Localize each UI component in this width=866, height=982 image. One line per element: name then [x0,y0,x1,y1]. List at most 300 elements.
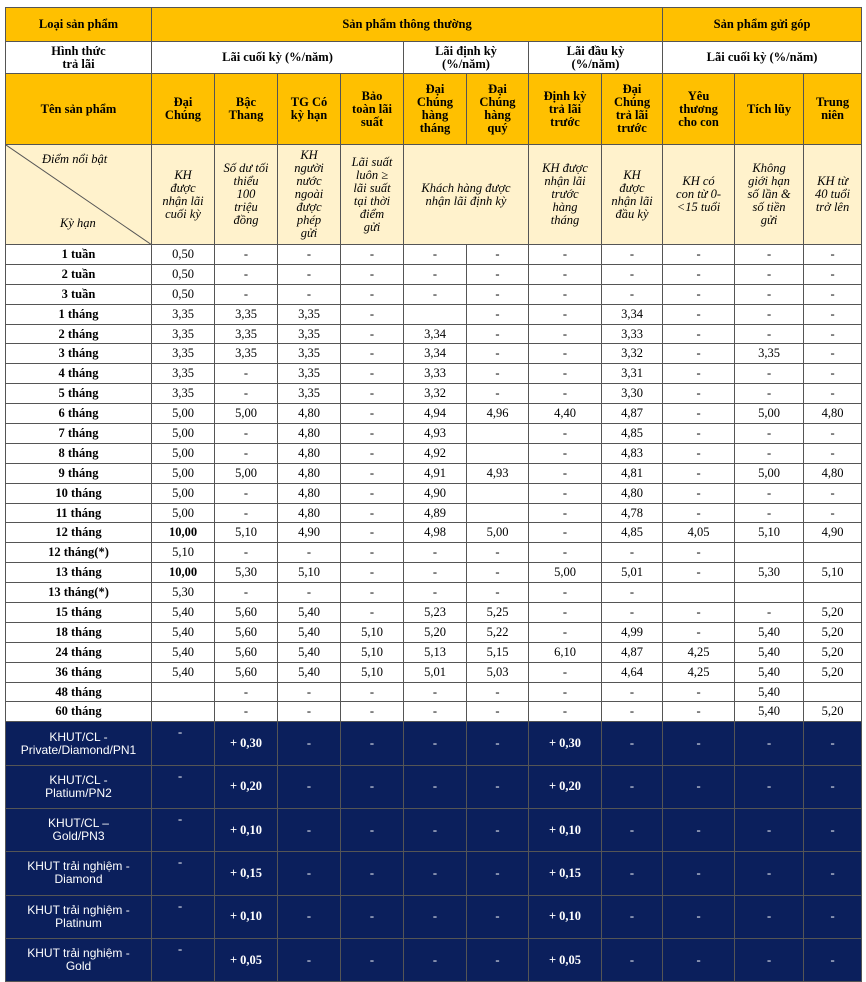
product-highlight: KH từ 40 tuổi trở lên [804,145,862,245]
tier-bonus-cell: + 0,10 [529,895,602,938]
rate-cell: 5,00 [215,463,278,483]
tier-bonus-cell: + 0,15 [215,852,278,895]
rate-cell: - [404,264,467,284]
rate-cell: 3,35 [215,324,278,344]
rate-cell: - [467,583,529,603]
rate-cell: 5,00 [215,404,278,424]
rate-cell: - [663,384,735,404]
rate-cell: 4,90 [404,483,467,503]
rate-cell [467,424,529,444]
tier-name: KHUT trải nghiệm - Gold [6,938,152,981]
rate-cell: 5,60 [215,662,278,682]
rate-cell: - [215,702,278,722]
term-cell: 18 tháng [6,622,152,642]
rate-cell: 5,20 [804,702,862,722]
product-type-label: Loại sản phẩm [6,8,152,42]
rate-cell: - [663,622,735,642]
rate-cell: 5,40 [152,642,215,662]
rate-cell: - [804,284,862,304]
rate-cell: 5,40 [735,642,804,662]
product-highlight: Khách hàng được nhận lãi định kỳ [404,145,529,245]
rate-cell: - [467,682,529,702]
rate-cell: - [529,344,602,364]
tier-bonus-cell: - [152,895,215,938]
rate-cell: - [278,583,341,603]
rate-cell: 3,35 [152,364,215,384]
rate-cell: 3,35 [278,344,341,364]
rate-cell [467,443,529,463]
tier-bonus-cell: - [278,765,341,808]
tier-bonus-cell: - [152,722,215,765]
rate-cell: - [341,682,404,702]
rate-cell: - [529,603,602,623]
term-cell: 13 tháng [6,563,152,583]
rate-cell: - [404,702,467,722]
rate-cell: 4,81 [602,463,663,483]
rate-cell: 4,80 [278,404,341,424]
product-highlight: KH được nhận lãi đầu kỳ [602,145,663,245]
tier-bonus-cell: - [404,938,467,981]
rate-cell: - [804,344,862,364]
term-cell: 9 tháng [6,463,152,483]
rate-cell: - [529,304,602,324]
rate-cell: 5,10 [215,523,278,543]
rate-cell: 3,35 [278,324,341,344]
term-cell: 5 tháng [6,384,152,404]
rate-cell: 4,80 [602,483,663,503]
interest-rate-table [5,7,862,982]
rate-cell: - [341,245,404,265]
table-row [6,404,862,424]
rate-cell: 3,32 [404,384,467,404]
rate-cell [152,682,215,702]
rate-cell: - [341,344,404,364]
product-highlight: KH được nhận lãi trước hàng tháng [529,145,602,245]
rate-cell: - [341,463,404,483]
rate-cell: 5,10 [735,523,804,543]
rate-cell: - [602,245,663,265]
rate-cell: 5,22 [467,622,529,642]
tier-row [6,895,862,938]
rate-cell: - [663,404,735,424]
tier-bonus-cell: - [152,938,215,981]
rate-cell: 3,35 [735,344,804,364]
rate-cell [735,583,804,603]
rate-cell: - [663,543,735,563]
rate-cell: 0,50 [152,264,215,284]
rate-cell: 3,35 [152,384,215,404]
rate-cell: - [804,245,862,265]
rate-cell: - [215,245,278,265]
highlight-label: Điểm nổi bật [42,152,108,166]
rate-cell: 3,34 [602,304,663,324]
rate-cell: 5,30 [215,563,278,583]
rate-cell: 4,93 [467,463,529,483]
table-row [6,443,862,463]
rate-cell: 3,32 [602,344,663,364]
tier-bonus-cell: - [278,808,341,851]
tier-bonus-cell: + 0,20 [529,765,602,808]
rate-cell: 3,35 [152,304,215,324]
product-highlight: KH có con từ 0- <15 tuổi [663,145,735,245]
product-name-label: Tên sản phẩm [6,74,152,145]
term-cell: 2 tuần [6,264,152,284]
rate-cell: - [602,603,663,623]
rate-cell: 5,23 [404,603,467,623]
table-row [6,583,862,603]
tier-bonus-cell: - [278,722,341,765]
rate-cell: 5,40 [278,603,341,623]
tier-row [6,938,862,981]
rate-cell: - [341,503,404,523]
rate-cell: 4,89 [404,503,467,523]
rate-cell: 4,92 [404,443,467,463]
tier-bonus-cell: - [663,895,735,938]
rate-cell: - [735,443,804,463]
table-row [6,324,862,344]
product-header: Bảo toàn lãi suất [341,74,404,145]
rate-cell: - [663,344,735,364]
rate-cell: 4,85 [602,523,663,543]
rate-cell: - [341,384,404,404]
product-header: Đại Chúng trả lãi trước [602,74,663,145]
term-cell: 1 tuần [6,245,152,265]
rate-cell: 4,80 [278,463,341,483]
term-cell: 10 tháng [6,483,152,503]
rate-cell: - [529,702,602,722]
rate-cell: 3,35 [278,384,341,404]
tier-bonus-cell: - [735,895,804,938]
pay-upfront-header: Lãi đầu kỳ (%/năm) [529,42,663,74]
table-row [6,503,862,523]
pay-end-header: Lãi cuối kỳ (%/năm) [152,42,404,74]
tier-bonus-cell: - [602,852,663,895]
rate-cell: - [735,364,804,384]
tier-bonus-cell: + 0,05 [529,938,602,981]
rate-cell: 5,01 [602,563,663,583]
rate-cell: 0,50 [152,245,215,265]
rate-cell: - [404,245,467,265]
term-cell: 36 tháng [6,662,152,682]
rate-cell: - [278,682,341,702]
tier-bonus-cell: - [663,722,735,765]
rate-cell [467,503,529,523]
rate-cell: - [529,264,602,284]
rate-cell: 5,40 [735,682,804,702]
rate-cell: - [341,543,404,563]
rate-cell: 5,20 [404,622,467,642]
tier-bonus-cell: - [152,765,215,808]
rate-cell: - [804,384,862,404]
product-header: TG Có kỳ hạn [278,74,341,145]
term-cell: 13 tháng(*) [6,583,152,603]
rate-cell: 0,50 [152,284,215,304]
rate-cell: - [404,543,467,563]
rate-cell: - [602,543,663,563]
product-highlight: KH được nhận lãi cuối kỳ [152,145,215,245]
rate-cell: - [735,245,804,265]
rate-cell: - [467,702,529,722]
table-row [6,264,862,284]
tier-bonus-cell: - [804,722,862,765]
table-row [6,603,862,623]
rate-cell: - [529,543,602,563]
tier-bonus-cell: - [663,765,735,808]
rate-cell: - [804,264,862,284]
payment-form-label: Hình thức trả lãi [6,42,152,74]
tier-bonus-cell: - [467,722,529,765]
rate-cell: - [467,324,529,344]
tier-bonus-cell: - [278,852,341,895]
rate-cell: - [804,324,862,344]
rate-cell: 3,35 [278,304,341,324]
rate-cell: 5,03 [467,662,529,682]
term-cell: 2 tháng [6,324,152,344]
rate-cell: 4,78 [602,503,663,523]
rate-cell: - [341,483,404,503]
term-cell: 24 tháng [6,642,152,662]
tier-bonus-cell: - [341,895,404,938]
rate-cell: - [529,503,602,523]
tier-row [6,722,862,765]
rate-cell: 5,60 [215,642,278,662]
term-cell: 11 tháng [6,503,152,523]
rate-cell: - [215,443,278,463]
rate-cell: 3,30 [602,384,663,404]
term-cell: 15 tháng [6,603,152,623]
rate-cell: - [341,404,404,424]
rate-cell: - [663,483,735,503]
rate-cell: - [341,523,404,543]
rate-cell: 5,00 [152,483,215,503]
tier-bonus-cell: - [404,895,467,938]
rate-cell: 5,10 [341,622,404,642]
rate-cell: - [467,304,529,324]
rate-cell: - [341,264,404,284]
tier-bonus-cell: - [804,938,862,981]
rate-cell: - [215,264,278,284]
rate-cell: 4,96 [467,404,529,424]
tier-bonus-cell: - [152,808,215,851]
rate-cell: 4,64 [602,662,663,682]
rate-cell: - [804,443,862,463]
tier-bonus-cell: - [735,808,804,851]
rate-cell: 5,30 [152,583,215,603]
rate-cell: - [735,503,804,523]
table-row [6,364,862,384]
rate-cell: 5,60 [215,622,278,642]
product-header: Đại Chúng hàng quý [467,74,529,145]
rate-cell: - [663,424,735,444]
rate-cell: - [215,503,278,523]
rate-cell: - [663,264,735,284]
rate-cell: - [529,443,602,463]
rate-cell: 4,85 [602,424,663,444]
rate-cell: - [404,563,467,583]
tier-bonus-cell: - [278,895,341,938]
tier-bonus-cell: - [602,895,663,938]
group-savings-products: Sản phẩm gửi góp [663,8,862,42]
tier-bonus-cell: - [467,938,529,981]
rate-cell: 3,35 [278,364,341,384]
rate-cell: - [529,583,602,603]
table-row [6,662,862,682]
rate-cell: - [278,543,341,563]
tier-bonus-cell: - [735,722,804,765]
term-cell: 7 tháng [6,424,152,444]
term-cell: 3 tháng [6,344,152,364]
rate-cell: - [404,583,467,603]
rate-cell: - [529,523,602,543]
tier-bonus-cell: - [602,765,663,808]
rate-cell: 5,01 [404,662,467,682]
rate-cell: 5,40 [735,662,804,682]
table-row [6,563,862,583]
rate-cell: 4,93 [404,424,467,444]
rate-cell: - [735,284,804,304]
tier-bonus-cell: - [341,938,404,981]
tier-bonus-cell: - [152,852,215,895]
term-cell: 60 tháng [6,702,152,722]
rate-cell: - [215,682,278,702]
tier-bonus-cell: + 0,30 [529,722,602,765]
rate-cell: 5,00 [152,443,215,463]
highlight-term-corner [6,145,152,245]
rate-cell: 5,40 [735,702,804,722]
term-cell: 4 tháng [6,364,152,384]
rate-cell: 4,80 [804,463,862,483]
tier-row [6,852,862,895]
rate-cell: - [602,682,663,702]
group-regular-products: Sản phẩm thông thường [152,8,663,42]
rate-cell: 5,20 [804,622,862,642]
rate-cell: 4,98 [404,523,467,543]
tier-name: KHUT/CL – Gold/PN3 [6,808,152,851]
rate-cell: - [735,324,804,344]
rate-cell: - [529,284,602,304]
table-row [6,543,862,563]
rate-cell: 5,20 [804,662,862,682]
rate-cell: 10,00 [152,523,215,543]
rate-cell: - [215,384,278,404]
rate-cell: 5,13 [404,642,467,662]
rate-cell: - [467,543,529,563]
tier-bonus-cell: - [404,852,467,895]
rate-cell: - [215,543,278,563]
rate-cell: - [278,245,341,265]
rate-cell: 4,80 [278,424,341,444]
rate-cell [735,543,804,563]
table-row [6,245,862,265]
rate-cell: - [215,284,278,304]
rate-cell: 4,87 [602,642,663,662]
table-row [6,344,862,364]
rate-cell: 4,87 [602,404,663,424]
rate-cell: 5,00 [735,463,804,483]
rate-cell: - [804,304,862,324]
tier-bonus-cell: - [341,765,404,808]
rate-cell: 5,00 [467,523,529,543]
rate-cell: 5,60 [215,603,278,623]
tier-bonus-cell: - [467,808,529,851]
rate-cell: 5,10 [278,563,341,583]
rate-cell: 5,40 [152,603,215,623]
rate-cell: 4,83 [602,443,663,463]
table-row [6,284,862,304]
table-row [6,483,862,503]
rate-cell: - [467,264,529,284]
rate-cell [404,304,467,324]
rate-cell: - [602,583,663,603]
rate-cell: - [215,424,278,444]
tier-bonus-cell: - [467,852,529,895]
product-header: Yêu thương cho con [663,74,735,145]
rate-cell [804,583,862,603]
rate-cell: - [341,424,404,444]
table-row [6,523,862,543]
product-highlight: Lãi suất luôn ≥ lãi suất tại thời điểm gửi [341,145,404,245]
rate-cell: 5,10 [152,543,215,563]
rate-cell: - [529,463,602,483]
rate-cell: - [663,682,735,702]
rate-cell: 5,00 [152,424,215,444]
tier-bonus-cell: - [602,722,663,765]
product-header: Đại Chúng [152,74,215,145]
rate-cell: 4,80 [278,443,341,463]
tier-bonus-cell: + 0,10 [529,808,602,851]
product-header: Bậc Thang [215,74,278,145]
rate-cell: - [467,344,529,364]
rate-cell: - [804,424,862,444]
rate-cell: 5,20 [804,642,862,662]
rate-cell: - [735,483,804,503]
rate-cell: 5,00 [735,404,804,424]
rate-cell: - [663,364,735,384]
rate-cell: - [663,503,735,523]
tier-bonus-cell: - [735,938,804,981]
rate-cell: - [602,264,663,284]
term-cell: 6 tháng [6,404,152,424]
rate-cell: - [529,662,602,682]
rate-cell: - [341,284,404,304]
rate-cell: - [529,364,602,384]
rate-cell: - [804,364,862,384]
rate-cell: 4,91 [404,463,467,483]
rate-cell: 5,00 [152,503,215,523]
rate-cell: - [529,324,602,344]
tier-bonus-cell: - [404,765,467,808]
rate-cell: 5,40 [152,622,215,642]
rate-cell: - [404,284,467,304]
rate-cell: 4,80 [278,503,341,523]
term-label: Kỳ hạn [60,216,96,230]
tier-row [6,808,862,851]
rate-cell: 4,99 [602,622,663,642]
term-cell: 8 tháng [6,443,152,463]
product-header: Tích lũy [735,74,804,145]
table-row [6,463,862,483]
rate-cell: - [341,443,404,463]
rate-cell: - [804,503,862,523]
rate-cell: - [602,284,663,304]
rate-cell: - [735,264,804,284]
tier-bonus-cell: + 0,10 [215,895,278,938]
rate-cell: 3,34 [404,344,467,364]
rate-cell: 4,25 [663,642,735,662]
tier-bonus-cell: - [735,765,804,808]
tier-bonus-cell: - [404,808,467,851]
rate-cell: 3,35 [215,304,278,324]
